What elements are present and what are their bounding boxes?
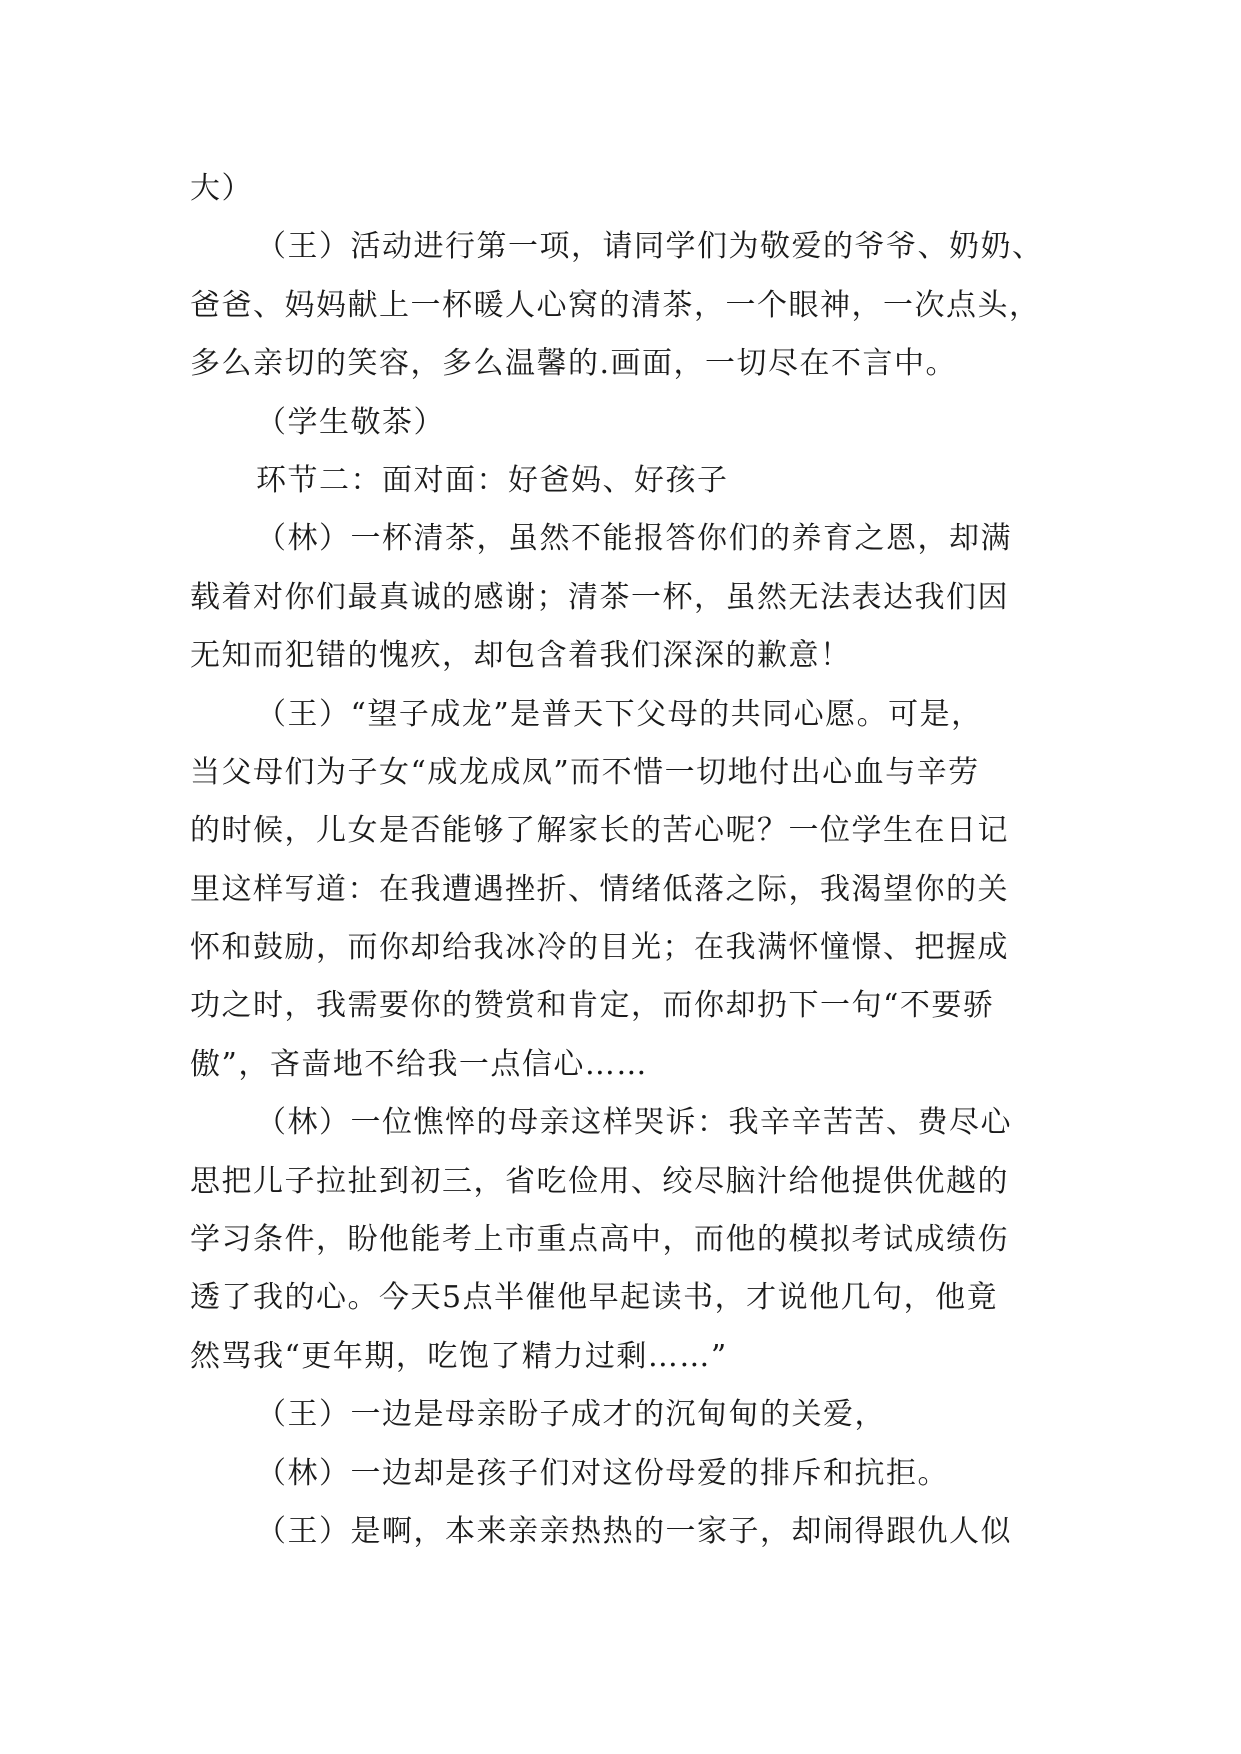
text-line: 然骂我“更年期，吃饱了精力过剩……” bbox=[190, 1338, 728, 1374]
text-line: 大） bbox=[190, 171, 253, 206]
text-line: （王）是啊，本来亲亲热热的一家子，却闹得跟仇人似 bbox=[256, 1513, 1012, 1549]
text-line: 当父母们为子女“成龙成凤”而不惜一切地付出心血与辛劳 bbox=[190, 754, 980, 790]
text-line: 里这样写道：在我遭遇挫折、情绪低落之际，我渴望你的关 bbox=[190, 871, 1009, 907]
text-line: （学生敬茶） bbox=[256, 404, 445, 440]
text-line: 思把儿子拉扯到初三，省吃俭用、绞尽脑汁给他提供优越的 bbox=[190, 1163, 1009, 1199]
text-line: 功之时，我需要你的赞赏和肯定，而你却扔下一句“不要骄 bbox=[190, 988, 995, 1024]
text-line: 无知而犯错的愧疚，却包含着我们深深的歉意！ bbox=[190, 638, 852, 674]
text-line: （林）一位憔悴的母亲这样哭诉：我辛辛苦苦、费尽心 bbox=[256, 1105, 1012, 1141]
text-line: （林）一杯清茶，虽然不能报答你们的养育之恩，却满 bbox=[256, 521, 1012, 557]
text-line: 学习条件，盼他能考上市重点高中，而他的模拟考试成绩伤 bbox=[190, 1222, 1009, 1258]
text-line: （王）活动进行第一项，请同学们为敬爱的爷爷、奶奶、 bbox=[256, 229, 1044, 265]
section-heading: 环节二：面对面：好爸妈、好孩子 bbox=[256, 462, 729, 498]
text-line: 怀和鼓励，而你却给我冰冷的目光；在我满怀憧憬、把握成 bbox=[190, 930, 1009, 966]
text-line: 载着对你们最真诚的感谢；清茶一杯，虽然无法表达我们因 bbox=[190, 579, 1009, 615]
text-line: 的时候，儿女是否能够了解家长的苦心呢？一位学生在日记 bbox=[190, 813, 1009, 849]
text-line: 多么亲切的笑容，多么温馨的.画面，一切尽在不言中。 bbox=[190, 346, 958, 382]
text-line: 爸爸、妈妈献上一杯暖人心窝的清茶，一个眼神，一次点头， bbox=[190, 287, 1041, 323]
text-line: 透了我的心。今天5点半催他早起读书，才说他几句，他竟 bbox=[190, 1280, 999, 1316]
text-line: （林）一边却是孩子们对这份母爱的排斥和抗拒。 bbox=[256, 1455, 949, 1491]
document-body bbox=[190, 160, 1050, 1561]
text-line: （王）“望子成龙”是普天下父母的共同心愿。可是， bbox=[256, 696, 983, 732]
text-line: 傲”，吝啬地不给我一点信心…… bbox=[190, 1046, 648, 1082]
text-line: （王）一边是母亲盼子成才的沉甸甸的关爱， bbox=[256, 1397, 886, 1433]
